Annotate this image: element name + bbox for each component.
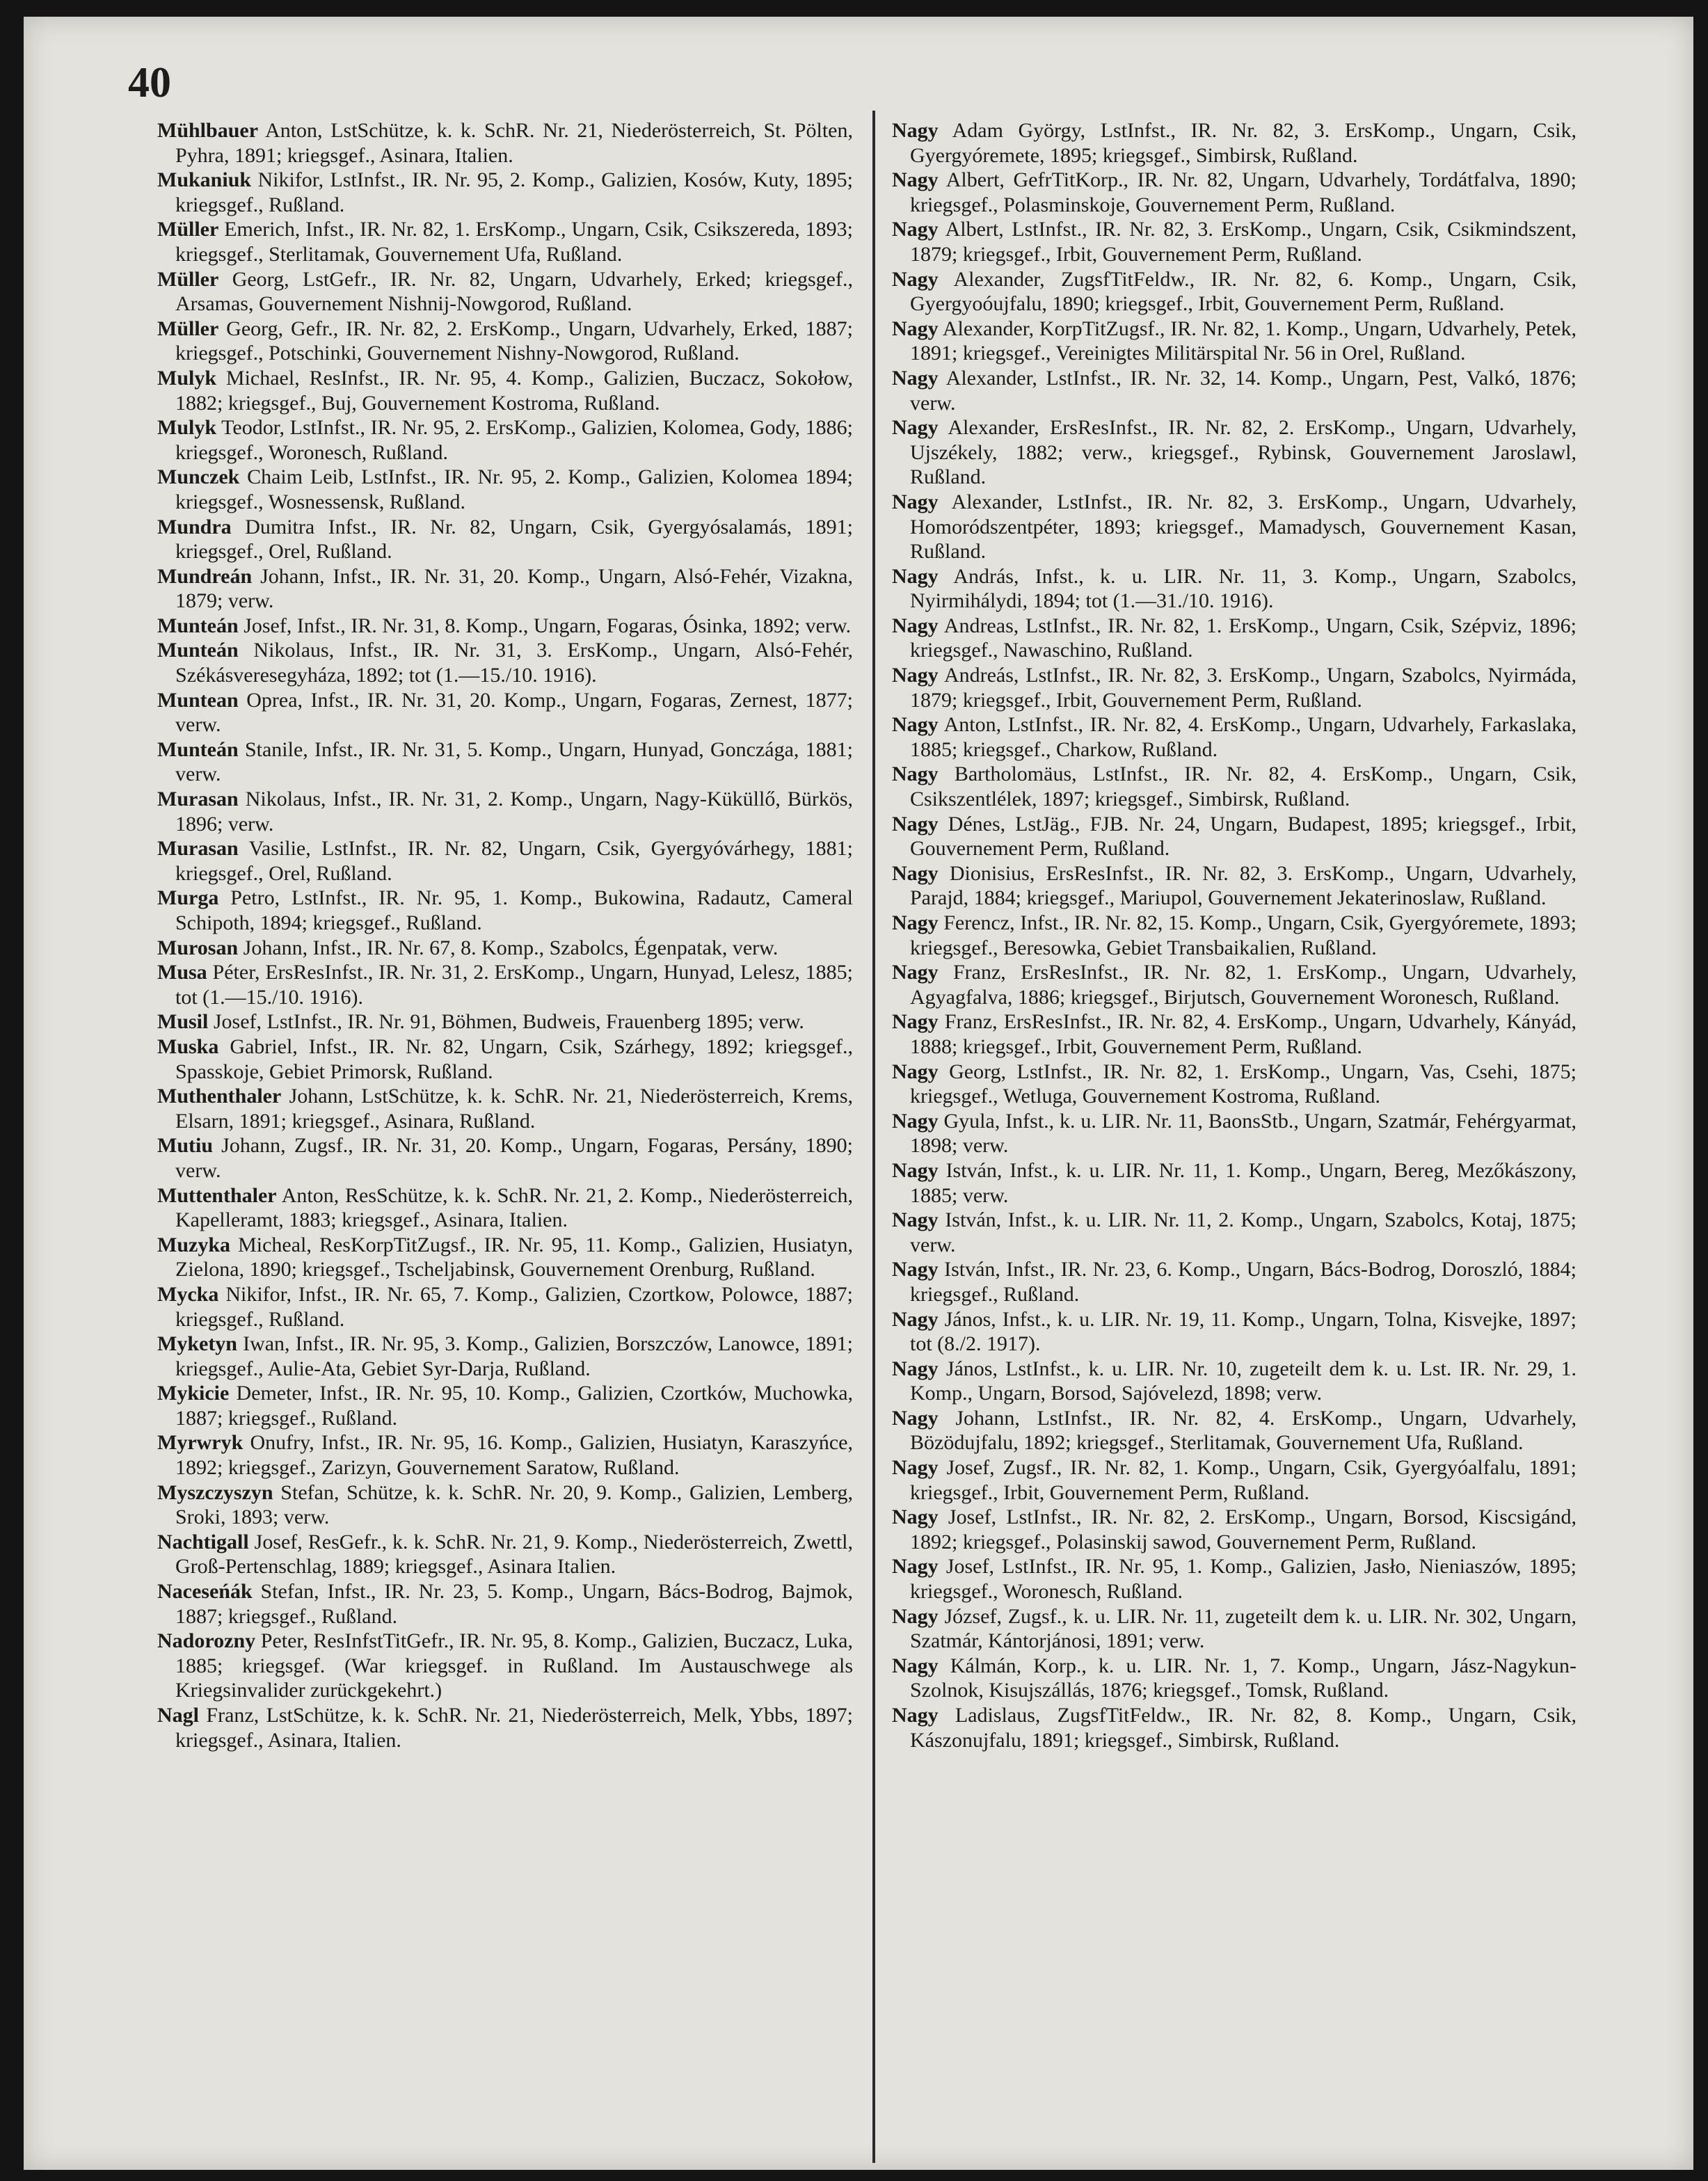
entry-details: Michael, ResInfst., IR. Nr. 95, 4. Komp., Galizien, Buczacz, Sokołow, 1882; kriegsgef., Buj, Gouvernement Kostroma, Rußland.: [175, 366, 853, 415]
entry-details: Josef, Infst., IR. Nr. 31, 8. Komp., Ungarn, Fogaras, Ósinka, 1892; verw.: [244, 614, 852, 637]
entry-details: Josef, LstInfst., IR. Nr. 82, 2. ErsKomp., Ungarn, Borsod, Kiscsigánd, 1892; kriegsgef., Polasinskij sawod, Gouvernement Perm, Rußland.: [910, 1505, 1577, 1553]
entry-details: Dumitra Infst., IR. Nr. 82, Ungarn, Csik, Gyergyósalamás, 1891; kriegsgef., Orel, Rußland.: [175, 515, 853, 564]
entry-details: Micheal, ResKorpTitZugsf., IR. Nr. 95, 11. Komp., Galizien, Husiatyn, Zielona, 1890; kriegsgef., Tscheljabinsk, Gouvernement Orenburg, Rußland.: [175, 1233, 853, 1281]
entry-details: Gyula, Infst., k. u. LIR. Nr. 11, BaonsStb., Ungarn, Szatmár, Fehérgyarmat, 1898; verw.: [910, 1109, 1577, 1158]
entry-details: Dionisius, ErsResInfst., IR. Nr. 82, 3. ErsKomp., Ungarn, Udvarhely, Parajd, 1884; kriegsgef., Mariupol, Gouvernement Jekaterinoslaw, Rußland.: [910, 861, 1577, 910]
entry-surname: Mühlbauer: [157, 119, 259, 142]
entry-surname: Mulyk: [157, 416, 217, 440]
register-entry: [157, 465, 853, 514]
entry-surname: Murasan: [157, 837, 239, 861]
entry-details: János, LstInfst., k. u. LIR. Nr. 10, zugeteilt dem k. u. Lst. IR. Nr. 29, 1. Komp., Ungarn, Borsod, Sajóvelezd, 1898; verw.: [910, 1357, 1577, 1405]
entry-details: Johann, LstSchütze, k. k. SchR. Nr. 21, Niederösterreich, Krems, Elsarn, 1891; kriegsgef., Asinara, Rußland.: [175, 1085, 854, 1133]
entry-surname: Nagy: [892, 1158, 939, 1182]
register-entry: [892, 1109, 1577, 1158]
register-entry: [892, 861, 1577, 911]
entry-surname: Myketyn: [157, 1332, 237, 1356]
entry-surname: Nagy: [892, 812, 939, 836]
entry-details: Alexander, LstInfst., IR. Nr. 32, 14. Komp., Ungarn, Pest, Valkó, 1876; verw.: [910, 366, 1577, 415]
entry-details: Emerich, Infst., IR. Nr. 82, 1. ErsKomp., Ungarn, Csik, Csikszereda, 1893; kriegsgef., Sterlitamak, Gouvernement Ufa, Rußland.: [175, 218, 854, 266]
entry-details: Onufry, Infst., IR. Nr. 95, 16. Komp., Galizien, Husiatyn, Karaszyńce, 1892; kriegsgef., Zarizyn, Gouvernement Saratow, Rußland.: [175, 1431, 853, 1480]
entry-details: István, Infst., IR. Nr. 23, 6. Komp., Ungarn, Bács-Bodrog, Doroszló, 1884; kriegsgef., Rußland.: [910, 1258, 1577, 1306]
register-entry: [157, 1282, 853, 1332]
register-entry: [892, 217, 1577, 266]
entry-details: Ladislaus, ZugsfTitFeldw., IR. Nr. 82, 8. Komp., Ungarn, Csik, Kászonujfalu, 1891; kriegsgef., Simbirsk, Rußland.: [910, 1704, 1577, 1752]
entry-details: Anton, LstSchütze, k. k. SchR. Nr. 21, Niederösterreich, St. Pölten, Pyhra, 1891; kriegsgef., Asinara, Italien.: [175, 119, 853, 167]
entry-details: Franz, LstSchütze, k. k. SchR. Nr. 21, Niederösterreich, Melk, Ybbs, 1897; kriegsgef., Asinara, Italien.: [175, 1704, 853, 1752]
entry-surname: Nagy: [892, 366, 939, 390]
entry-surname: Nagl: [157, 1704, 199, 1727]
entry-surname: Nagy: [892, 168, 939, 192]
entry-details: Nikifor, Infst., IR. Nr. 65, 7. Komp., Galizien, Czortkow, Polowce, 1887; kriegsgef., Rußland.: [175, 1282, 853, 1331]
entry-surname: Nadorozny: [157, 1629, 256, 1653]
register-entry: [892, 1654, 1577, 1703]
page-number: 40: [128, 59, 171, 106]
entry-surname: Nachtigall: [157, 1530, 249, 1553]
entry-surname: Mundreán: [157, 564, 253, 588]
entry-details: Alexander, ErsResInfst., IR. Nr. 82, 2. ErsKomp., Ungarn, Udvarhely, Ujszékely, 1882; verw., kriegsgef., Rybinsk, Gouvernement Jaroslawl, Rußland.: [910, 416, 1577, 489]
entry-surname: Nagy: [892, 416, 939, 440]
entry-details: Andreás, LstInfst., IR. Nr. 82, 3. ErsKomp., Ungarn, Szabolcs, Nyirmáda, 1879; kriegsgef., Irbit, Gouvernement Perm, Rußland.: [910, 664, 1577, 712]
entry-details: Albert, GefrTitKorp., IR. Nr. 82, Ungarn, Udvarhely, Tordátfalva, 1890; kriegsgef., Polasminskoje, Gouvernement Perm, Rußland.: [910, 168, 1577, 216]
entry-surname: Munteán: [157, 639, 239, 662]
entry-details: Stanile, Infst., IR. Nr. 31, 5. Komp., Ungarn, Hunyad, Gonczága, 1881; verw.: [175, 737, 854, 786]
register-entry: [157, 1233, 853, 1282]
register-entry: [892, 762, 1577, 811]
register-entry: [157, 1703, 853, 1752]
register-entry: [157, 564, 853, 614]
entry-details: Alexander, LstInfst., IR. Nr. 82, 3. ErsKomp., Ungarn, Udvarhely, Homoródszentpéter, 1893; kriegsgef., Mamadysch, Gouvernement Kasan, Rußland.: [910, 490, 1577, 564]
register-entry: [892, 1455, 1577, 1505]
register-entry: [157, 1530, 853, 1579]
entry-surname: Nagy: [892, 1505, 939, 1529]
entry-details: Georg, LstGefr., IR. Nr. 82, Ungarn, Udvarhely, Erked; kriegsgef., Arsamas, Gouvernement Nishnij-Nowgorod, Rußland.: [175, 267, 853, 316]
entry-details: Petro, LstInfst., IR. Nr. 95, 1. Komp., Bukowina, Radautz, Cameral Schipoth, 1894; kriegsgef., Rußland.: [175, 886, 854, 934]
entry-surname: Mykicie: [157, 1382, 230, 1405]
entry-surname: Müller: [157, 218, 219, 241]
entry-surname: Musa: [157, 961, 207, 984]
entry-details: Nikolaus, Infst., IR. Nr. 31, 2. Komp., Ungarn, Nagy-Küküllő, Bürkös, 1896; verw.: [175, 788, 853, 836]
entry-surname: Nagy: [892, 119, 939, 142]
entry-details: András, Infst., k. u. LIR. Nr. 11, 3. Komp., Ungarn, Szabolcs, Nyirmihálydi, 1894; tot (1.—31./10. 1916).: [910, 564, 1577, 613]
register-entry: [892, 317, 1577, 366]
entry-surname: Nagy: [892, 762, 939, 786]
register-entry: [157, 787, 853, 836]
entry-details: Josef, ResGefr., k. k. SchR. Nr. 21, 9. Komp., Niederösterreich, Zwettl, Groß-Pertenschlag, 1889; kriegsgef., Asinara Italien.: [175, 1530, 853, 1579]
entry-surname: Murosan: [157, 936, 239, 959]
register-entry: [157, 1579, 853, 1629]
entry-surname: Nagy: [892, 664, 939, 687]
entry-surname: Nagy: [892, 1060, 939, 1083]
entry-details: Franz, ErsResInfst., IR. Nr. 82, 4. ErsKomp., Ungarn, Udvarhely, Kányád, 1888; kriegsgef., Irbit, Gouvernement Perm, Rußland.: [910, 1010, 1577, 1058]
entry-surname: Nagy: [892, 1109, 939, 1133]
register-entry: [892, 267, 1577, 317]
register-entry: [157, 936, 853, 961]
entry-details: Kálmán, Korp., k. u. LIR. Nr. 1, 7. Komp., Ungarn, Jász-Nagykun-Szolnok, Kisujszállás, 1876; kriegsgef., Tomsk, Rußland.: [910, 1654, 1577, 1702]
entry-details: Georg, Gefr., IR. Nr. 82, 2. ErsKomp., Ungarn, Udvarhely, Erked, 1887; kriegsgef., Potschinki, Gouvernement Nishny-Nowgorod, Rußland.: [175, 317, 854, 365]
entry-surname: Mulyk: [157, 366, 217, 390]
register-entry: [892, 1060, 1577, 1109]
entry-surname: Munteán: [157, 614, 239, 637]
register-entry: [892, 1307, 1577, 1357]
register-entry: [892, 564, 1577, 614]
entry-surname: Muthenthaler: [157, 1085, 282, 1108]
register-entry: [892, 168, 1577, 217]
register-entry: [157, 1430, 853, 1480]
entry-surname: Nagy: [892, 713, 939, 737]
entry-surname: Nagy: [892, 1406, 939, 1430]
column-divider: [872, 111, 875, 2163]
entry-details: Teodor, LstInfst., IR. Nr. 95, 2. ErsKomp., Galizien, Kolomea, Gody, 1886; kriegsgef., Woronesch, Rußland.: [175, 416, 853, 464]
entry-details: Josef, LstInfst., IR. Nr. 95, 1. Komp., Galizien, Jasło, Nieniaszów, 1895; kriegsgef., Woronesch, Rußland.: [910, 1555, 1577, 1604]
register-entry: [892, 1406, 1577, 1455]
entry-details: Johann, Infst., IR. Nr. 67, 8. Komp., Szabolcs, Égenpatak, verw.: [243, 936, 779, 959]
register-entry: [157, 168, 853, 217]
entry-surname: Müller: [157, 317, 219, 340]
entry-surname: Nagy: [892, 614, 939, 637]
entry-details: Anton, ResSchütze, k. k. SchR. Nr. 21, 2. Komp., Niederösterreich, Kapelleramt, 1883; kriegsgef., Asinara, Italien.: [175, 1183, 853, 1232]
entry-details: Iwan, Infst., IR. Nr. 95, 3. Komp., Galizien, Borszczów, Lanowce, 1891; kriegsgef., Aulie-Ata, Gebiet Syr-Darja, Rußland.: [175, 1332, 854, 1380]
entry-details: Demeter, Infst., IR. Nr. 95, 10. Komp., Galizien, Czortków, Muchowka, 1887; kriegsgef., Rußland.: [175, 1382, 854, 1430]
register-entry: [157, 1332, 853, 1381]
register-entry: [157, 317, 853, 366]
register-entry: [892, 1208, 1577, 1257]
entry-surname: Nagy: [892, 564, 939, 588]
entry-surname: Nagy: [892, 490, 939, 513]
entry-details: Stefan, Infst., IR. Nr. 23, 5. Komp., Ungarn, Bács-Bodrog, Bajmok, 1887; kriegsgef., Rußland.: [175, 1580, 853, 1628]
entry-surname: Mundra: [157, 515, 232, 538]
left-column: [157, 118, 853, 1752]
register-entry: [892, 1703, 1577, 1752]
register-entry: [157, 217, 853, 266]
entry-details: Nikolaus, Infst., IR. Nr. 31, 3. ErsKomp., Ungarn, Alsó-Fehér, Székásveresegyháza, 1892; tot (1.—15./10. 1916).: [175, 639, 854, 687]
register-entry: [892, 1554, 1577, 1604]
entry-details: Péter, ErsResInfst., IR. Nr. 31, 2. ErsKomp., Ungarn, Hunyad, Lelesz, 1885; tot (1.—15./10. 1916).: [175, 961, 854, 1009]
entry-surname: Nagy: [892, 218, 939, 241]
register-entry: [157, 118, 853, 168]
entry-details: Andreas, LstInfst., IR. Nr. 82, 1. ErsKomp., Ungarn, Csik, Szépviz, 1896; kriegsgef., Nawaschino, Rußland.: [910, 614, 1577, 662]
entry-surname: Nagy: [892, 1307, 939, 1331]
register-entry: [157, 737, 853, 787]
register-entry: [892, 366, 1577, 415]
entry-surname: Nagy: [892, 1357, 939, 1380]
entry-surname: Musil: [157, 1010, 209, 1034]
entry-details: Vasilie, LstInfst., IR. Nr. 82, Ungarn, Csik, Gyergyóvárhegy, 1881; kriegsgef., Orel, Rußland.: [175, 837, 853, 885]
register-entry: [157, 1009, 853, 1034]
register-entry: [157, 1034, 853, 1084]
entry-details: Chaim Leib, LstInfst., IR. Nr. 95, 2. Komp., Galizien, Kolomea 1894; kriegsgef., Wosnessensk, Rußland.: [175, 465, 854, 513]
register-entry: [157, 836, 853, 886]
register-entry: [892, 614, 1577, 663]
entry-details: Anton, LstInfst., IR. Nr. 82, 4. ErsKomp., Ungarn, Udvarhely, Farkaslaka, 1885; kriegsgef., Charkow, Rußland.: [910, 713, 1577, 761]
document-page: [24, 17, 1693, 2170]
entry-details: Stefan, Schütze, k. k. SchR. Nr. 20, 9. Komp., Galizien, Lemberg, Sroki, 1893; verw.: [175, 1480, 853, 1529]
entry-surname: Mutiu: [157, 1134, 214, 1158]
entry-surname: Murga: [157, 886, 219, 910]
entry-details: Alexander, KorpTitZugsf., IR. Nr. 82, 1. Komp., Ungarn, Udvarhely, Petek, 1891; kriegsgef., Vereinigtes Militärspital Nr. 56 in Orel, Rußland.: [910, 317, 1577, 365]
entry-surname: Munteán: [157, 737, 239, 761]
entry-surname: Muzyka: [157, 1233, 230, 1256]
entry-details: Alexander, ZugsfTitFeldw., IR. Nr. 82, 6. Komp., Ungarn, Csik, Gyergyoóujfalu, 1890; kriegsgef., Irbit, Gouvernement Perm, Rußland.: [910, 267, 1577, 316]
entry-surname: Naceseńák: [157, 1580, 253, 1604]
entry-details: János, Infst., k. u. LIR. Nr. 19, 11. Komp., Ungarn, Tolna, Kisvejke, 1897; tot (8./2. 1917).: [910, 1307, 1577, 1356]
entry-details: Gabriel, Infst., IR. Nr. 82, Ungarn, Csik, Szárhegy, 1892; kriegsgef., Spasskoje, Gebiet Primorsk, Rußland.: [175, 1034, 853, 1083]
register-entry: [157, 886, 853, 935]
register-entry: [157, 1084, 853, 1133]
register-entry: [892, 1158, 1577, 1208]
entry-surname: Nagy: [892, 1258, 939, 1281]
entry-details: Franz, ErsResInfst., IR. Nr. 82, 1. ErsKomp., Ungarn, Udvarhely, Agyagfalva, 1886; kriegsgef., Birjutsch, Gouvernement Woronesch, Rußland.: [910, 961, 1577, 1009]
register-entry: [157, 614, 853, 639]
register-entry: [157, 1381, 853, 1430]
entry-details: Bartholomäus, LstInfst., IR. Nr. 82, 4. ErsKomp., Ungarn, Csik, Csikszentlélek, 1897; kriegsgef., Simbirsk, Rußland.: [910, 762, 1577, 811]
register-entry: [892, 812, 1577, 861]
register-entry: [892, 415, 1577, 490]
entry-surname: Nagy: [892, 267, 939, 291]
register-entry: [157, 1480, 853, 1530]
entry-details: István, Infst., k. u. LIR. Nr. 11, 2. Komp., Ungarn, Szabolcs, Kotaj, 1875; verw.: [910, 1208, 1577, 1256]
entry-surname: Nagy: [892, 961, 939, 984]
entry-surname: Munczek: [157, 465, 240, 489]
entry-surname: Nagy: [892, 1555, 939, 1579]
register-entry: [157, 1629, 853, 1703]
entry-surname: Muska: [157, 1034, 219, 1058]
entry-surname: Mycka: [157, 1282, 219, 1306]
entry-details: Ferencz, Infst., IR. Nr. 82, 15. Komp., Ungarn, Csik, Gyergyóremete, 1893; kriegsgef., Beresowka, Gebiet Transbaikalien, Rußland.: [910, 911, 1577, 959]
register-entry: [157, 1183, 853, 1233]
entry-details: Peter, ResInfstTitGefr., IR. Nr. 95, 8. Komp., Galizien, Buczacz, Luka, 1885; kriegsgef. (War kriegsgef. in Rußland. Im Austauschwege als Kriegsinvalider zurückgekehrt.): [175, 1629, 853, 1702]
register-entry: [157, 415, 853, 465]
entry-details: József, Zugsf., k. u. LIR. Nr. 11, zugeteilt dem k. u. LIR. Nr. 302, Ungarn, Szatmár, Kántorjánosi, 1891; verw.: [910, 1604, 1577, 1653]
register-entry: [892, 490, 1577, 564]
entry-surname: Müller: [157, 267, 219, 291]
entry-details: Dénes, LstJäg., FJB. Nr. 24, Ungarn, Budapest, 1895; kriegsgef., Irbit, Gouvernement Perm, Rußland.: [910, 812, 1577, 861]
entry-details: Johann, Infst., IR. Nr. 31, 20. Komp., Ungarn, Alsó-Fehér, Vizakna, 1879; verw.: [175, 564, 854, 613]
register-entry: [892, 1257, 1577, 1307]
entry-surname: Muntean: [157, 688, 239, 712]
entry-surname: Nagy: [892, 1604, 939, 1628]
register-entry: [157, 688, 853, 737]
register-entry: [892, 960, 1577, 1009]
register-entry: [157, 366, 853, 415]
register-entry: [157, 515, 853, 564]
entry-details: Johann, Zugsf., IR. Nr. 31, 20. Komp., Ungarn, Fogaras, Persány, 1890; verw.: [175, 1134, 853, 1182]
entry-surname: Nagy: [892, 1208, 939, 1232]
entry-details: Nikifor, LstInfst., IR. Nr. 95, 2. Komp., Galizien, Kosów, Kuty, 1895; kriegsgef., Rußland.: [175, 168, 854, 216]
entry-surname: Mukaniuk: [157, 168, 252, 192]
register-entry: [892, 712, 1577, 762]
entry-details: Josef, LstInfst., IR. Nr. 91, Böhmen, Budweis, Frauenberg 1895; verw.: [213, 1010, 804, 1034]
register-entry: [892, 911, 1577, 960]
entry-details: Josef, Zugsf., IR. Nr. 82, 1. Komp., Ungarn, Csik, Gyergyóalfalu, 1891; kriegsgef., Irbit, Gouvernement Perm, Rußland.: [910, 1456, 1577, 1504]
entry-details: Albert, LstInfst., IR. Nr. 82, 3. ErsKomp., Ungarn, Csik, Csikmindszent, 1879; kriegsgef., Irbit, Gouvernement Perm, Rußland.: [910, 218, 1577, 266]
entry-details: Adam György, LstInfst., IR. Nr. 82, 3. ErsKomp., Ungarn, Csik, Gyergyóremete, 1895; kriegsgef., Simbirsk, Rußland.: [910, 119, 1577, 167]
register-entry: [157, 267, 853, 317]
register-entry: [892, 1357, 1577, 1406]
entry-details: Johann, LstInfst., IR. Nr. 82, 4. ErsKomp., Ungarn, Udvarhely, Bözödujfalu, 1892; kriegsgef., Sterlitamak, Gouvernement Ufa, Rußland.: [910, 1406, 1577, 1455]
register-entry: [157, 1133, 853, 1183]
register-entry: [892, 118, 1577, 168]
entry-surname: Nagy: [892, 1010, 939, 1034]
entry-surname: Myszczyszyn: [157, 1480, 273, 1504]
entry-details: Oprea, Infst., IR. Nr. 31, 20. Komp., Ungarn, Fogaras, Zernest, 1877; verw.: [175, 688, 853, 737]
register-entry: [157, 960, 853, 1009]
entry-details: István, Infst., k. u. LIR. Nr. 11, 1. Komp., Ungarn, Bereg, Mezőkászony, 1885; verw.: [910, 1158, 1577, 1207]
entry-surname: Nagy: [892, 861, 939, 885]
entry-surname: Nagy: [892, 1704, 939, 1727]
entry-surname: Myrwryk: [157, 1431, 244, 1455]
register-entry: [892, 1505, 1577, 1554]
entry-surname: Murasan: [157, 788, 239, 811]
entry-surname: Nagy: [892, 1456, 939, 1480]
entry-surname: Nagy: [892, 1654, 939, 1677]
register-entry: [892, 1604, 1577, 1654]
register-entry: [892, 1009, 1577, 1059]
entry-surname: Muttenthaler: [157, 1183, 277, 1207]
right-column: [892, 118, 1577, 1752]
register-entry: [892, 663, 1577, 712]
entry-details: Georg, LstInfst., IR. Nr. 82, 1. ErsKomp., Ungarn, Vas, Csehi, 1875; kriegsgef., Wetluga, Gouvernement Kostroma, Rußland.: [910, 1060, 1577, 1108]
entry-surname: Nagy: [892, 317, 939, 340]
register-entry: [157, 638, 853, 687]
entry-surname: Nagy: [892, 911, 939, 934]
